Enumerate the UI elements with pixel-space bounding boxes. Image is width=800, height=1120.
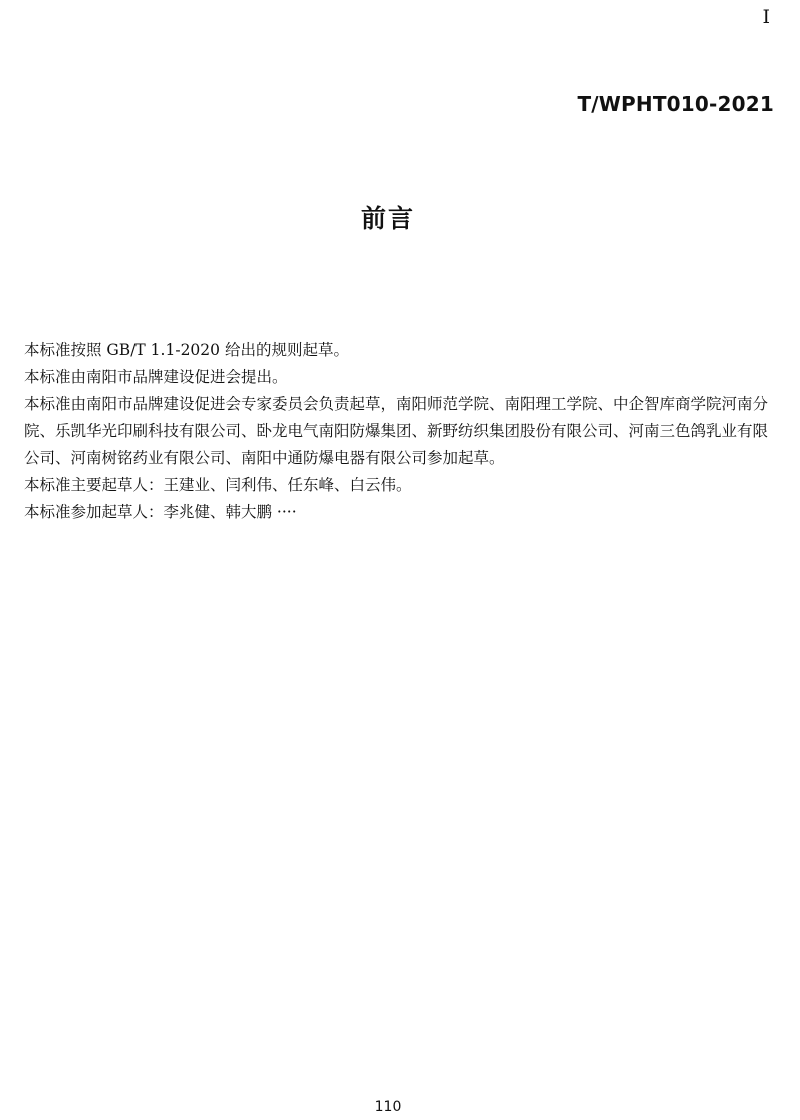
paragraph-participating-drafters: 本标准参加起草人：李兆健、韩大鹏 ···· [24, 503, 297, 521]
section-title: 前言 [360, 204, 415, 233]
paragraph-proposer: 本标准由南阳市品牌建设促进会提出。 [24, 368, 288, 386]
paragraph-drafting-units: 本标准由南阳市品牌建设促进会专家委员会负责起草，南阳师范学院、南阳理工学院、中企智库商学院河南分院、乐凯华光印刷科技有限公司、卧龙电气南阳防爆集团、新野纺织集团股份有限公司、河南三色鸽乳业有限公司、河南树铭药业有限公司、南阳中通防爆电器有限公司参加起草。 [24, 395, 769, 467]
paragraph-drafting-rules: 本标准按照 GB/T 1.1-2020 给出的规则起草。 [24, 341, 349, 359]
page-number: 110 [374, 1099, 402, 1115]
paragraph-main-drafters: 本标准主要起草人：王建业、闫利伟、任东峰、白云伟。 [24, 476, 412, 494]
standard-code: T/WPHT010-2021 [577, 92, 774, 116]
body-text [24, 337, 776, 526]
page-roman-numeral: I [762, 6, 770, 28]
